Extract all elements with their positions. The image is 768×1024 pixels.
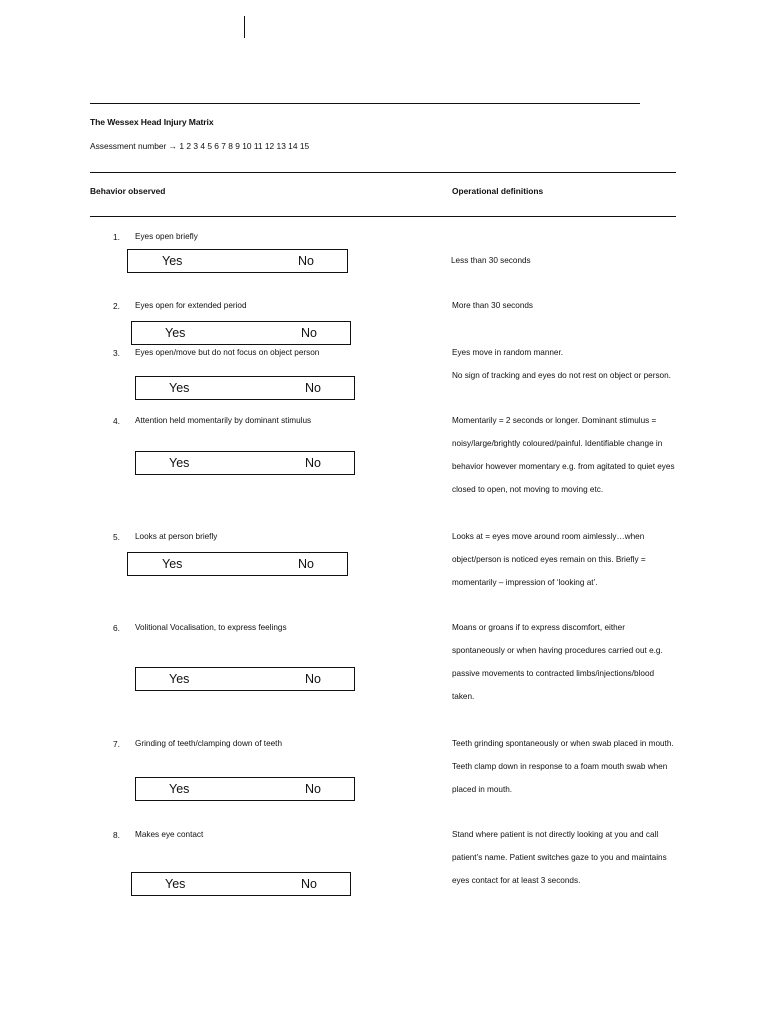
header-definitions: Operational definitions xyxy=(452,186,544,196)
yes-no-box[interactable] xyxy=(131,872,351,896)
yes-no-box[interactable] xyxy=(127,552,348,576)
definition xyxy=(452,823,667,892)
definition-line: More than 30 seconds xyxy=(452,301,534,310)
definition-line: behavior however momentary e.g. from agitated to quiet eyes xyxy=(452,462,675,471)
yes-option[interactable]: Yes xyxy=(165,877,186,891)
yes-option[interactable]: Yes xyxy=(169,381,190,395)
item-number: 1. xyxy=(113,232,120,242)
document-title: The Wessex Head Injury Matrix xyxy=(90,117,214,127)
header-behavior: Behavior observed xyxy=(90,186,166,196)
definition-line: passive movements to contracted limbs/injections/blood xyxy=(452,669,655,678)
definition xyxy=(452,341,671,387)
item-number: 8. xyxy=(113,830,120,840)
definition-line: Stand where patient is not directly looking at you and call xyxy=(452,830,659,839)
yes-no-box[interactable] xyxy=(127,249,348,273)
definition xyxy=(451,249,531,272)
yes-no-box[interactable] xyxy=(135,777,355,801)
yes-option[interactable]: Yes xyxy=(165,326,186,340)
no-option[interactable]: No xyxy=(301,326,317,340)
no-option[interactable]: No xyxy=(305,782,321,796)
text-cursor xyxy=(244,16,245,38)
behavior-label: Volitional Vocalisation, to express feelings xyxy=(135,623,287,632)
definition xyxy=(452,732,674,801)
definition-line: taken. xyxy=(452,692,475,701)
definition-line: eyes contact for at least 3 seconds. xyxy=(452,876,581,885)
yes-option[interactable]: Yes xyxy=(162,254,183,268)
no-option[interactable]: No xyxy=(305,381,321,395)
item-number: 3. xyxy=(113,348,120,358)
assessment-numbers: 1 2 3 4 5 6 7 8 9 10 11 12 13 14 15 xyxy=(179,141,310,151)
yes-option[interactable]: Yes xyxy=(169,672,190,686)
definition-line: noisy/large/brightly coloured/painful. Identifiable change in xyxy=(452,439,663,448)
assessment-line xyxy=(90,141,309,151)
behavior-label: Eyes open briefly xyxy=(135,232,198,241)
divider-header-bottom xyxy=(90,216,676,217)
definition xyxy=(452,525,646,594)
yes-no-box[interactable] xyxy=(135,451,355,475)
item-number: 5. xyxy=(113,532,120,542)
assessment-label: Assessment number → xyxy=(90,141,178,151)
definition xyxy=(452,294,533,317)
no-option[interactable]: No xyxy=(305,456,321,470)
item-number: 4. xyxy=(113,416,120,426)
definition-line: No sign of tracking and eyes do not rest on object or person. xyxy=(452,371,671,380)
behavior-label: Eyes open/move but do not focus on object person xyxy=(135,348,320,357)
definition-line: patient’s name. Patient switches gaze to you and maintains xyxy=(452,853,667,862)
definition-line: Teeth clamp down in response to a foam mouth swab when xyxy=(452,762,668,771)
behavior-label: Makes eye contact xyxy=(135,830,204,839)
definition-line: Less than 30 seconds xyxy=(451,256,531,265)
definition xyxy=(452,616,663,708)
item-number: 6. xyxy=(113,623,120,633)
item-number: 2. xyxy=(113,301,120,311)
definition-line: Momentarily = 2 seconds or longer. Dominant stimulus = xyxy=(452,416,657,425)
no-option[interactable]: No xyxy=(298,557,314,571)
yes-option[interactable]: Yes xyxy=(169,782,190,796)
definition-line: placed in mouth. xyxy=(452,785,513,794)
definition-line: closed to open, not moving to moving etc. xyxy=(452,485,604,494)
item-number: 7. xyxy=(113,739,120,749)
no-option[interactable]: No xyxy=(301,877,317,891)
divider-header-top xyxy=(90,172,676,173)
definition xyxy=(452,409,675,501)
definition-line: spontaneously or when having procedures carried out e.g. xyxy=(452,646,663,655)
yes-option[interactable]: Yes xyxy=(169,456,190,470)
no-option[interactable]: No xyxy=(298,254,314,268)
definition-line: Moans or groans if to express discomfort, either xyxy=(452,623,625,632)
definition-line: Looks at = eyes move around room aimlessly…when xyxy=(452,532,645,541)
yes-no-box[interactable] xyxy=(135,376,355,400)
yes-no-box[interactable] xyxy=(131,321,351,345)
definition-line: Teeth grinding spontaneously or when swab placed in mouth. xyxy=(452,739,674,748)
divider-top xyxy=(90,103,640,104)
behavior-label: Looks at person briefly xyxy=(135,532,218,541)
no-option[interactable]: No xyxy=(305,672,321,686)
definition-line: Eyes move in random manner. xyxy=(452,348,564,357)
behavior-label: Attention held momentarily by dominant stimulus xyxy=(135,416,312,425)
behavior-label: Eyes open for extended period xyxy=(135,301,247,310)
yes-option[interactable]: Yes xyxy=(162,557,183,571)
definition-line: object/person is noticed eyes remain on this. Briefly = xyxy=(452,555,646,564)
definition-line: momentarily – impression of ‘looking at’. xyxy=(452,578,598,587)
yes-no-box[interactable] xyxy=(135,667,355,691)
behavior-label: Grinding of teeth/clamping down of teeth xyxy=(135,739,283,748)
